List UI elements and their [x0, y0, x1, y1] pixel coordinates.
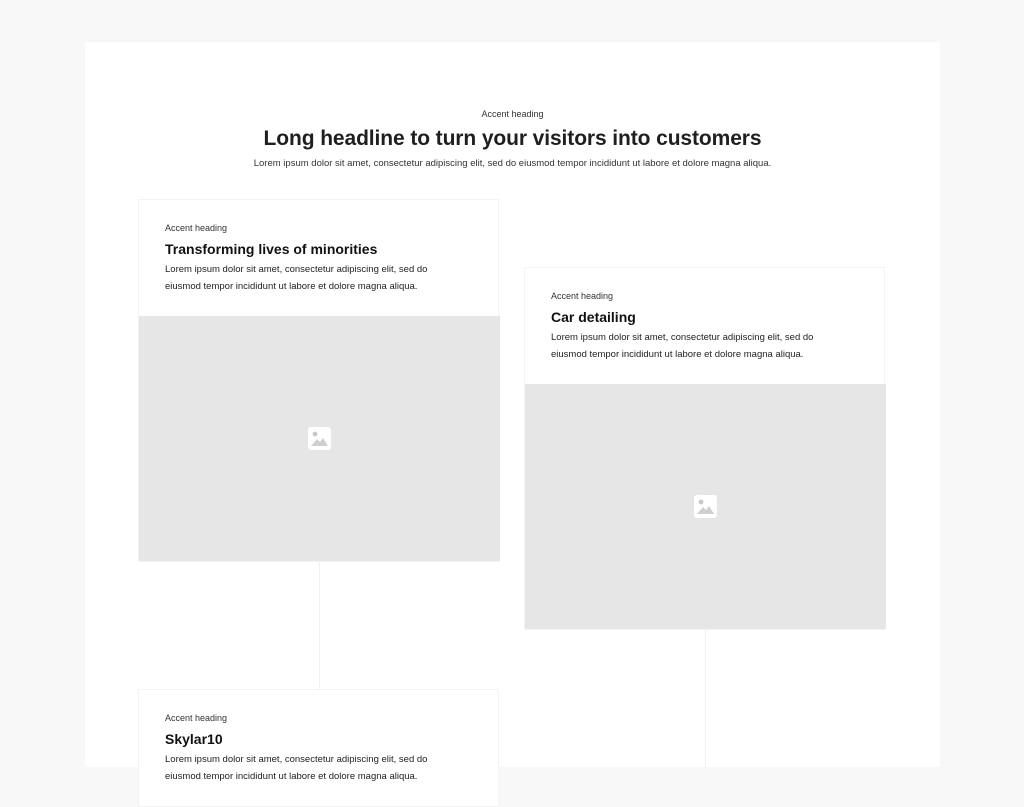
card-description: Lorem ipsum dolor sit amet, consectetur adipiscing elit, sed do eiusmod tempor incididunt ut labore et dolore magna aliqua. — [551, 332, 814, 360]
card-accent-heading: Accent heading — [165, 223, 228, 233]
card-title: Skylar10 — [165, 731, 223, 747]
card-image — [139, 316, 500, 561]
card-accent-heading: Accent heading — [165, 713, 228, 723]
card-accent-heading: Accent heading — [551, 291, 614, 301]
card-description: Lorem ipsum dolor sit amet, consectetur adipiscing elit, sed do eiusmod tempor incididunt ut labore et dolore magna aliqua. — [165, 264, 428, 292]
card-text — [525, 268, 884, 384]
card-image — [525, 384, 886, 629]
card-text — [139, 200, 498, 316]
card-title: Transforming lives of minorities — [165, 241, 378, 257]
section-subtitle: Lorem ipsum dolor sit amet, consectetur adipiscing elit, sed do eiusmod tempor incididunt ut labore et dolore magna aliqua. — [253, 158, 772, 169]
section-header — [85, 108, 940, 170]
section-accent-heading: Accent heading — [481, 109, 544, 119]
column-divider — [705, 628, 706, 767]
card-text — [139, 690, 498, 806]
image-placeholder-icon — [694, 495, 717, 518]
column-divider — [319, 560, 320, 690]
card-title: Car detailing — [551, 309, 636, 325]
image-placeholder-icon — [308, 427, 331, 450]
page-frame — [85, 42, 940, 782]
card-transforming-lives[interactable] — [138, 199, 499, 562]
card-description: Lorem ipsum dolor sit amet, consectetur adipiscing elit, sed do eiusmod tempor incididunt ut labore et dolore magna aliqua. — [165, 754, 428, 782]
section-title: Long headline to turn your visitors into customers — [263, 127, 762, 150]
card-skylar10[interactable] — [138, 689, 499, 807]
card-car-detailing[interactable] — [524, 267, 885, 630]
